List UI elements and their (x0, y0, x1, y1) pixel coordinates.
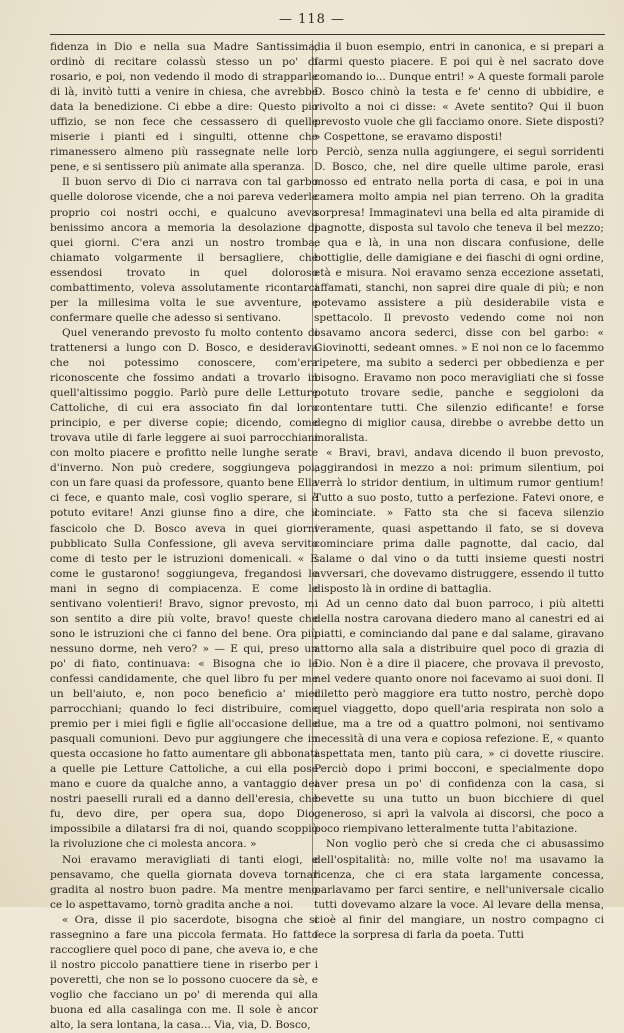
paragraph: « Bravi, bravi, andava dicendo il buon prevosto, aggirandosi in mezzo a noi: primum silentium, poi verrà lo stridor dentium, in ultimum rumor gentium! Tutto a suo posto, tutto a perfezione. Fatevi onore, e cominciate. » Fatto sta che si faceva silenzio veramente, quasi aspettando il fato, se si doveva cominciare prima dalle pagnotte, dal cacio, dal salame o dal vino o da tutti insieme questi nostri avversari, che dovevamo distruggere, essendo il tutto disposto là in ordine di battaglia. (314, 447, 604, 595)
paragraph: Non voglio però che si creda che ci abusassimo dell'ospitalità: no, mille volte no! ma usavamo la licenza, che ci era stata largamente concessa, parlavamo per farci sentire, e nell'universale cicalio tutti dovevamo alzare la voce. Al levare della mensa, cioè al finir del mangiare, un nostro compagno ci fece la sorpresa di farla da poeta. Tutti (314, 838, 604, 941)
paragraph: dia il buon esempio, entri in canonica, e si prepari a farmi questo piacere. E poi qui è nel sacrato dove comando io... Dunque entri! » A queste formali parole D. Bosco chinò la testa e fe' cenno di ubbidire, e rivolto a noi ci disse: « Avete sentito? Qui il buon prevosto vuole che gli facciamo onore. Siete disposti? » Cospettone, se eravamo disposti! (314, 41, 605, 144)
paragraph: Noi eravamo meravigliati di tanti elogi, e pensavamo, che quella giornata doveva tornar gradita al nostro buon padre. Ma mentre meno ce lo aspettavamo, tornò gradita anche a noi. (50, 853, 318, 911)
paragraph: Quel venerando prevosto fu molto contento di trattenersi a lungo con D. Bosco, e desiderava che noi potessimo conoscere, com'era riconoscente che fossimo andati a trovarlo in quell'altissimo poggio. Parlò pure delle Letture Cattoliche, di cui era associato fin dal loro principio, e per diverse copie; dicendo, come trovava utile di farle leggere ai suoi parrocchiani con molto piacere e profitto nelle lunghe serate d'inverno. Non può credere, soggiungeva poi, con un fare quasi da professore, quanto bene Ella ci fece, e quanto male, così voglio sperare, si è potuto evitare! Anzi giunse fino a dire, che il fascicolo che D. Bosco aveva in quei giorni pubblicato Sulla Confessione, gli aveva servito come di testo per le istruzioni domenicali. « E come le gustarono! soggiungeva, fregandosi le mani in segno di compiacenza. E come le sentivano volentieri! Bravo, signor prevosto, mi son sentito a dire più volte, bravo! queste che sono le istruzioni che ci fanno del bene. Ora più nessuno dorme, neh vero? » — E qui, preso un po' di fiato, continuava: « Bisogna che io le confessi candidamente, che quel libro fu per me un bell'aiuto, e, non poco beneficio a' miei parrocchiani; quando lo feci distribuire, come premio per i miei figli e figlie all'occasione delle pasquali comunioni. Devo pur aggiungere che in questa occasione ho fatto aumentare gli abbonati a quelle pie Letture Cattoliche, a cui ella pose mano e cuore da qualche anno, a vantaggio dei nostri paeselli rurali ed a danno dell'eresia, che fu, devo dire, per opera sua, dopo Dio, impossibile a dilatarsi fra di noi, quando scoppiò la rivoluzione che ci molesta ancora. » (50, 326, 318, 851)
header-rule (50, 34, 605, 35)
paragraph: « Ora, disse il pio sacerdote, bisogna che si rassegnino a fare una piccola fermata. Ho fatto raccogliere quel poco di pane, che aveva io, e che il nostro piccolo panattiere tiene in riserbo per i poveretti, che non se lo possono cuocere da sè, e voglio che facciano un po' di merenda qui alla buona ed alla casalinga con me. Il sole è ancor alto, la sera lontana, la casa... Via, via, D. Bosco, (50, 913, 318, 1032)
paragraph: Il buon servo di Dio ci narrava con tal garbo quelle dolorose vicende, che a noi pareva vederle proprio coi nostri occhi, e qualcuno aveva benissimo ancora a memoria la desolazione di quei giorni. C'era anzi un nostro tromba, chiamato volgarmente il bersagliere, che essendosi trovato in quel doloroso combattimento, voleva assolutamente ricontarci per la millesima volta le sue avventure, e confermare quelle che adesso si sentivano. (50, 176, 318, 324)
paragraph: Ad un cenno dato dal buon parroco, i più altetti della nostra carovana diedero mano al canestri ed ai piatti, e cominciando dal pane e dal salame, giravano attorno alla sala a distribuire quel poco di grazia di Dio. Non è a dire il piacere, che provava il prevosto, nel vedere quanto onore noi facevamo ai suoi doni. Il diletto però maggiore era tutto nostro, perchè dopo quel viaggetto, dopo quell'aria respirata non solo a due, ma a tre od a quattro polmoni, noi sentivamo necessità di una vera e copiosa refezione. E, « quanto aspettata men, tanto più cara, » ci dovette riuscire. Perciò dopo i primi bocconi, e specialmente dopo aver presa un po' di confidenza con la casa, si bevette su una tutto un buon bicchiere di quel generoso, si aprì la valvola ai discorsi, che poco a poco riempivano letteralmente tutta l'abitazione. (314, 597, 604, 836)
right-column (314, 40, 605, 941)
paragraph: Perciò, senza nulla aggiungere, ei seguì sorridenti D. Bosco, che, nel dire quelle ultime parole, erasi mosso ed entrato nella porta di casa, e poi in una camera molto ampia nel pian terreno. Oh la gradita sorpresa! Immaginatevi una bella ed alta piramide di pagnotte, disposta sul tavolo che teneva il bel mezzo; e qua e là, in una non discara confusione, delle bottiglie, delle damigiane e dei fiaschi di ogni ordine, età e misura. Noi eravamo senza eccezione assetati, affamati, stanchi, non saprei dire quale di più; e non potevamo assistere a più desiderabile vista e spettacolo. Il prevosto vedendo come noi non osavamo ancora sederci, disse con bel garbo: « Giovinotti, sedeant omnes. » E noi non ce lo facemmo ripetere, ma subito a sederci per obbedienza e per bisogno. Eravamo non poco meravigliati che si fosse potuto trovare sedie, panche e seggioloni da contentare tutti. Che silenzio edificante! e forse degno di miglior causa, direbbe o avrebbe detto un moralista. (314, 146, 604, 445)
paragraph: fidenza in Dio e nella sua Madre Santissima, ordinò di recitare colassù stesso un po' di rosario, e poi, non vedendo il modo di strapparle di là, invitò tutti a venire in chiesa, che avrebbe data la benedizione. Ci ebbe a dire: Questo pio uffizio, se non fece che cessassero di quelle miserie i pianti ed i singulti, ottenne che rimanessero almeno più rassegnate nelle loro pene, e si sentissero più animate alla speranza. (50, 41, 318, 174)
page-number: — 118 — (278, 12, 346, 27)
left-column (50, 40, 318, 1032)
